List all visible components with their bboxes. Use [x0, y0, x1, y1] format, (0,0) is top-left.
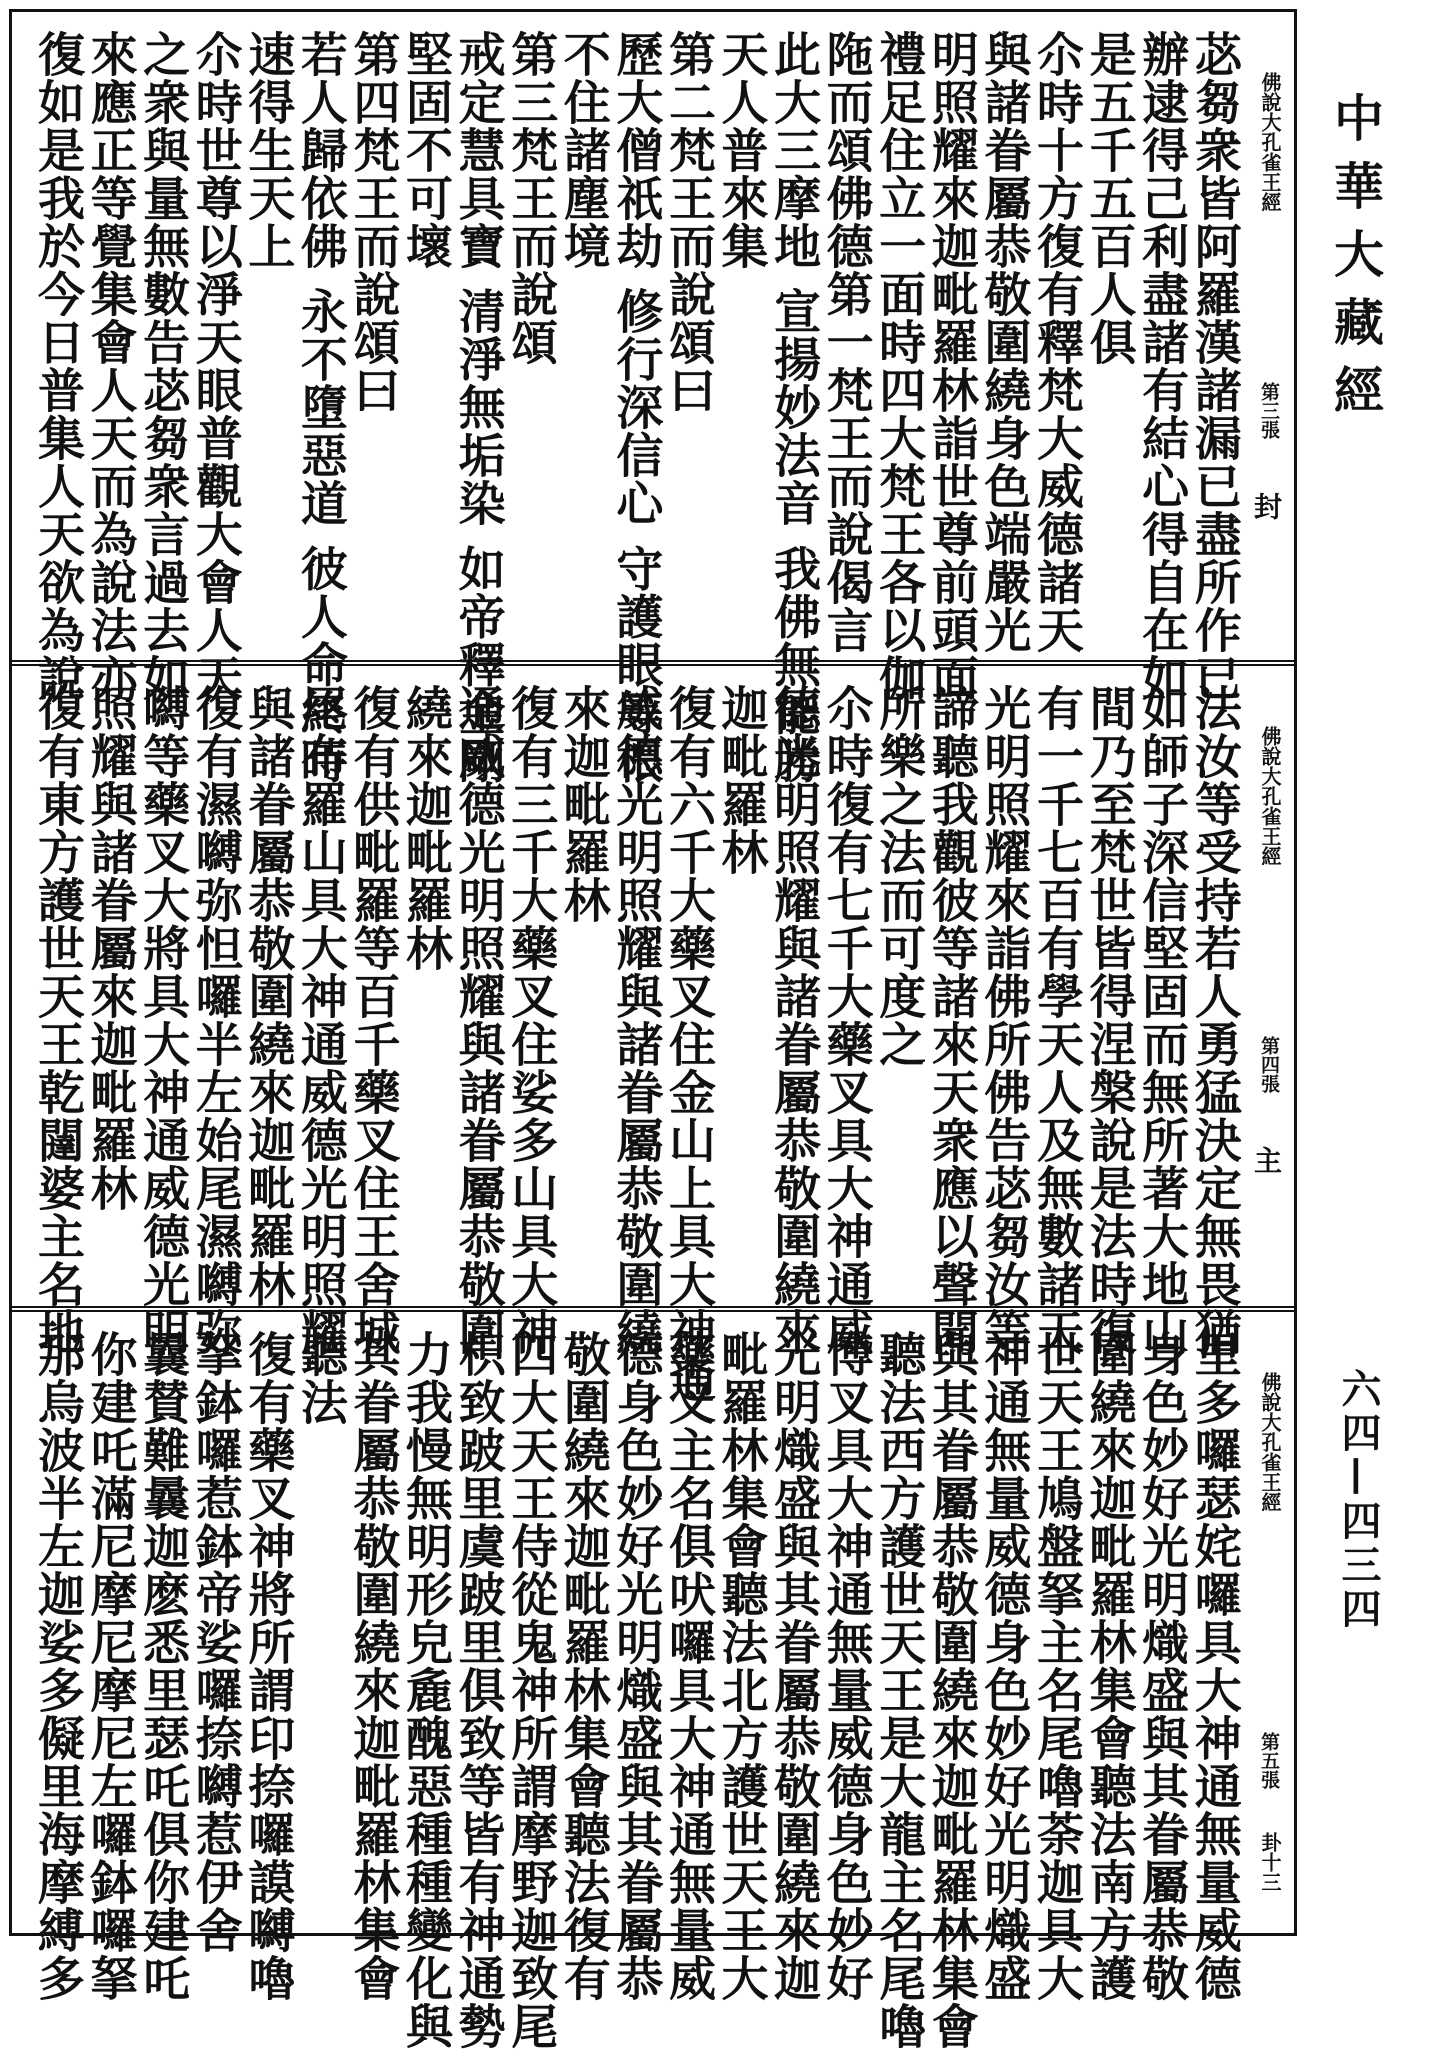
text-panel-top — [12, 12, 1294, 785]
text-column: 復有濕嚩弥怛囉半左始尾濕嚩弥 — [187, 684, 243, 1356]
text-column: 禮足住立一面時四大梵王各以伽 — [871, 30, 927, 702]
margin-sheet-number: 第三張 — [1258, 382, 1280, 439]
text-column: 復有東方護世天王乾闥婆主名地 — [30, 684, 85, 1356]
text-column: 繞來迦毗羅林 — [398, 684, 454, 972]
text-column: 戒定慧具寶 清淨無垢染 如帝釋金剛 — [450, 30, 506, 785]
text-column: 與諸眷屬恭敬圍繞身色端嚴光 — [976, 30, 1032, 654]
text-column: 毗羅林集會聽法北方護世天王大 — [713, 1330, 769, 2002]
text-column: 堅固不可壞 — [398, 30, 454, 270]
text-column: 通威德光明照耀與諸眷屬恭敬圍 — [450, 684, 506, 1356]
text-column: 如師子深信堅固而無所著大地山 — [1134, 684, 1190, 1356]
text-column: 圍繞來迦毗羅林集會聽法南方護 — [1081, 1330, 1137, 2002]
text-column: 光明照耀來詣佛所佛告苾芻汝等 — [976, 684, 1032, 1356]
collection-title: 中華大藏經 — [1326, 92, 1385, 432]
text-columns — [30, 1330, 1242, 2050]
text-column: 威德光明照耀與諸眷屬恭敬圍繞 — [608, 684, 664, 1356]
text-column: 藥叉主名俱吠囉具大神通無量威 — [660, 1330, 716, 2002]
text-column: 復如是我於今日普集人天欲為說 — [30, 30, 85, 702]
text-column: 里多囉瑟姹囉具大神通無量威德 — [1186, 1330, 1242, 2002]
text-column: 曩賛難曩迦麽悉里瑟吒俱你建吒 — [135, 1330, 191, 2002]
text-column: 苾芻衆皆阿羅漢諸漏已盡所作已 — [1186, 30, 1242, 702]
text-column: 你建吒滿尼摩尼摩尼左囉鉢囉拏 — [82, 1330, 138, 2002]
text-column: 辦逮得己利盡諸有結心得自在如 — [1134, 30, 1190, 702]
margin-sheet-number: 第五張 — [1258, 1732, 1280, 1789]
text-column: 尒時世尊以淨天眼普觀大會人天 — [187, 30, 243, 702]
margin-sheet-number: 第四張 — [1258, 1036, 1280, 1093]
text-column: 復有藥叉神將所謂印捺囉謨嚩嚕 — [240, 1330, 296, 2002]
text-columns — [30, 30, 1242, 785]
panel-margin — [1246, 72, 1283, 620]
panel-margin — [1246, 1372, 1280, 1893]
text-column: 第二梵王而說頌曰 — [660, 30, 716, 414]
text-column: 有一千七百有學天人及無數諸天 — [1028, 684, 1084, 1356]
text-column: 聽法西方護世天王是大龍主名尾嚕 — [871, 1330, 927, 2050]
text-column: 來迦毗羅林 — [555, 684, 611, 924]
text-column: 尒時復有七千大藥叉具大神通威 — [818, 684, 874, 1356]
text-column: 諦聽我觀彼等諸來天衆應以聲聞 — [923, 684, 979, 1356]
text-column: 天人普來集 — [713, 30, 769, 270]
text-column: 來應正等覺集會人天而為說法亦 — [82, 30, 138, 702]
margin-mark: 主 — [1250, 1146, 1283, 1174]
text-column: 尒時十方復有釋梵大威德諸天 — [1028, 30, 1084, 654]
text-column: 四大天王侍從鬼神所謂摩野迦致尾 — [503, 1330, 559, 2050]
text-column: 速得生天上 — [240, 30, 296, 270]
text-column: 那烏波半左迦娑多儗里海摩縛多 — [30, 1330, 85, 2002]
text-column: 力我慢無明形皃麁醜惡種種變化與 — [398, 1330, 454, 2050]
text-column: 迦毗羅林 — [713, 684, 769, 876]
margin-sutra-title: 佛說大孔雀王經 — [1258, 72, 1282, 212]
text-column: 復有六千大藥叉住金山上具大神通 — [660, 684, 716, 1404]
text-column: 敬圍繞來迦毗羅林集會聽法復有 — [555, 1330, 611, 2002]
text-column: 第三梵王而說頌 — [503, 30, 559, 366]
text-column: 法汝等受持若人勇猛決定無畏猶 — [1186, 684, 1242, 1356]
text-column: 是五千五百人俱 — [1081, 30, 1137, 366]
margin-sutra-title: 佛說大孔雀王經 — [1258, 726, 1282, 866]
text-column: 間乃至梵世皆得涅槃說是法時復 — [1081, 684, 1137, 1356]
page-number: 六四—四三四 — [1335, 1368, 1382, 1632]
text-column: 所樂之法而可度之 — [871, 684, 927, 1068]
text-column: 歷大僧祇劫 修行深信心 守護眼等根 — [608, 30, 664, 785]
text-column: 神通無量威德身色妙好光明熾盛 — [976, 1330, 1032, 2002]
text-column: 德身色妙好光明熾盛與其眷屬恭 — [608, 1330, 664, 2002]
page-frame — [9, 9, 1297, 2050]
margin-mark: 卦十三 — [1258, 1832, 1282, 1892]
text-column: 拏鉢囉惹鉢帝娑囉捺嚩惹伊舍 — [187, 1330, 243, 1954]
text-column: 若人歸依佛 永不墮惡道 彼人命終時 — [292, 30, 348, 785]
text-column: 與其眷屬恭敬圍繞來迦毗羅林集會 — [923, 1330, 979, 2050]
margin-mark: 封 — [1250, 492, 1283, 520]
text-column: 復有三千大藥叉住娑多山具大神 — [503, 684, 559, 1356]
text-column: 身色妙好光明熾盛與其眷屬恭敬 — [1134, 1330, 1190, 2002]
text-column: 與諸眷屬恭敬圍繞來迦毗羅林 — [240, 684, 296, 1308]
text-column: 枳致跛里虞跛里俱致等皆有神通勢 — [450, 1330, 506, 2050]
text-column: 之衆與量無數告苾芻衆言過去如 — [135, 30, 191, 702]
text-column: 光明熾盛與其眷屬恭敬圍繞來迦 — [766, 1330, 822, 2002]
text-panel-bottom — [12, 1312, 1294, 2050]
text-column: 聽法 — [292, 1330, 348, 1426]
text-column: 世天王鳩盤拏主名尾嚕荼迦具大 — [1028, 1330, 1084, 2002]
text-column: 其眷屬恭敬圍繞來迦毗羅林集會 — [345, 1330, 401, 2002]
text-column: 此大三摩地 宣揚妙法音 我佛無能勝 — [766, 30, 822, 785]
text-column: 照耀與諸眷屬來迦毗羅林 — [82, 684, 138, 1212]
text-column: 陁而頌佛德第一梵王而說偈言 — [818, 30, 874, 654]
text-column: 明照耀來迦毗羅林詣世尊前頭面 — [923, 30, 979, 702]
text-column: 博叉具大神通無量威德身色妙好 — [818, 1330, 874, 2002]
panel-margin — [1246, 726, 1283, 1266]
text-column: 德光明照耀與諸眷屬恭敬圍繞來 — [766, 684, 822, 1356]
text-column: 嚩等藥叉大將具大神通威德光明 — [135, 684, 191, 1356]
text-column: 尾布羅山具大神通威德光明照耀 — [292, 684, 348, 1356]
text-column: 復有供毗羅等百千藥叉住王舍城 — [345, 684, 401, 1356]
margin-sutra-title: 佛說大孔雀王經 — [1258, 1372, 1282, 1512]
text-column: 第四梵王而說頌曰 — [345, 30, 401, 414]
text-column: 不住諸塵境 — [555, 30, 611, 270]
